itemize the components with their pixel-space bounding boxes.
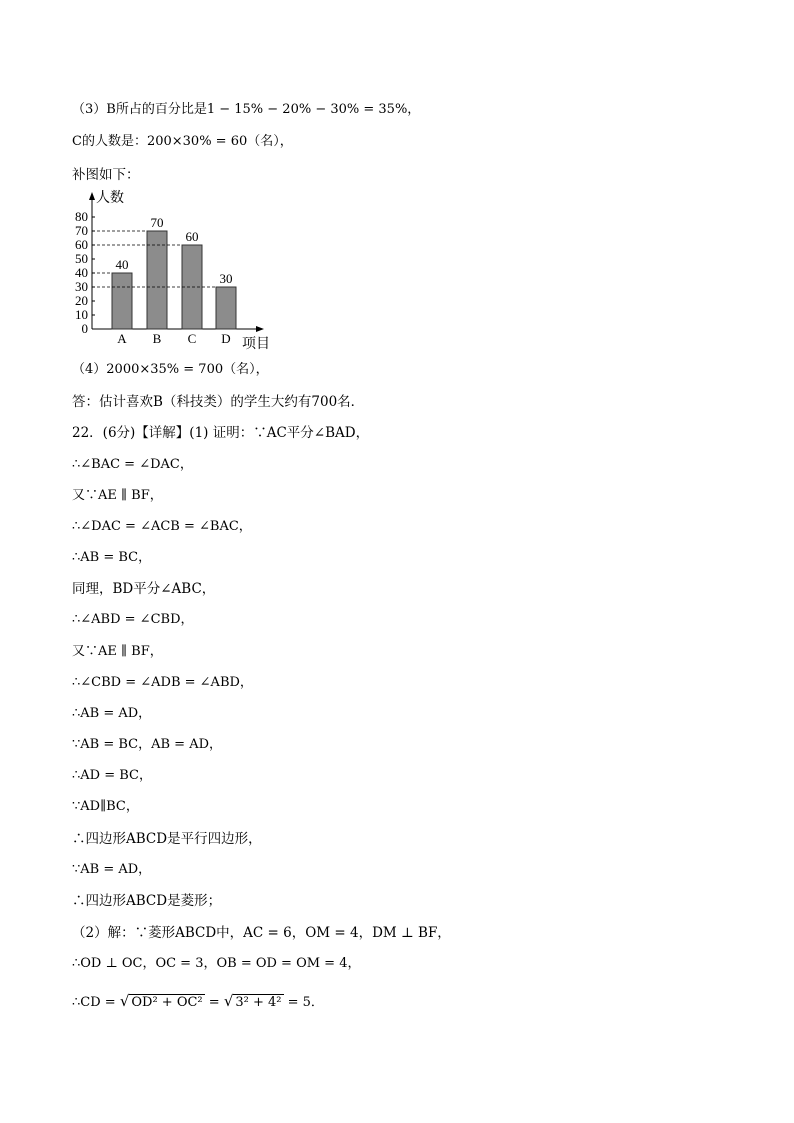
sqrt-sign-icon: √ <box>119 992 130 1010</box>
bar-data-label: 30 <box>219 271 233 286</box>
line-proof-4: ∴AB = BC， <box>72 550 152 565</box>
bar-data-label: 70 <box>150 215 164 230</box>
bar-A <box>112 273 132 329</box>
line-part4: （4）2000×35% = 700（名）， <box>72 362 269 377</box>
y-axis-title: 人数 <box>96 191 124 206</box>
x-category-label: C <box>187 331 197 346</box>
line-part2-heading: （2）解：∵菱形ABCD中，AC = 6，OM = 4，DM ⊥ BF， <box>72 925 451 941</box>
x-category-label: B <box>152 331 162 346</box>
line-proof-13: ∴四边形ABCD是平行四边形， <box>72 831 262 847</box>
line-part3: （3）B所占的百分比是1 − 15% − 20% − 30% = 35%， <box>72 102 421 117</box>
bar-data-label: 60 <box>185 229 199 244</box>
line-proof-9: ∴AB = AD， <box>72 706 152 721</box>
line-proof-11: ∴AD = BC， <box>72 768 152 783</box>
y-tick-label: 10 <box>75 307 88 322</box>
bar-D <box>216 287 236 329</box>
line-chart-intro: 补图如下： <box>72 167 140 183</box>
cd-prefix: ∴CD = <box>72 995 120 1010</box>
equals-1: = <box>204 995 224 1010</box>
sqrt-radicand-1: OD² + OC² <box>131 995 203 1010</box>
y-tick-label: 20 <box>75 293 88 308</box>
line-proof-2: 又∵AE ∥ BF， <box>72 488 163 503</box>
x-category-label: A <box>117 331 127 346</box>
y-tick-label: 70 <box>75 223 88 238</box>
line-c-count: C的人数是：200×30% = 60（名）， <box>72 134 293 149</box>
y-axis-arrow-icon <box>89 192 95 200</box>
line-part2-step2 <box>72 993 324 1011</box>
line-part2-step1: ∴OD ⊥ OC，OC = 3，OB = OD = OM = 4， <box>72 956 361 971</box>
bar-chart <box>72 188 282 354</box>
line-answer: 答：估计喜欢B（科技类）的学生大约有700名． <box>72 394 365 410</box>
line-proof-8: ∴∠CBD = ∠ADB = ∠ABD， <box>72 675 253 690</box>
y-tick-label: 30 <box>75 279 88 294</box>
bar-B <box>147 231 167 329</box>
line-proof-10: ∵AB = BC，AB = AD， <box>72 737 223 752</box>
line-proof-12: ∵AD∥BC， <box>72 799 139 814</box>
line-proof-14: ∵AB = AD， <box>72 862 152 877</box>
cd-result: = 5． <box>283 995 324 1010</box>
x-axis-arrow-icon <box>256 326 264 332</box>
y-tick-label: 80 <box>75 209 88 224</box>
bar-data-label: 40 <box>115 257 129 272</box>
y-tick-label: 50 <box>75 251 88 266</box>
y-tick-label: 40 <box>75 265 88 280</box>
line-proof-15: ∴四边形ABCD是菱形； <box>72 893 222 909</box>
y-tick-label: 0 <box>81 321 88 336</box>
line-proof-5: 同理，BD平分∠ABC， <box>72 581 216 597</box>
line-proof-7: 又∵AE ∥ BF， <box>72 644 163 659</box>
line-proof-3: ∴∠DAC = ∠ACB = ∠BAC， <box>72 519 252 534</box>
sqrt-sign-icon-2: √ <box>223 992 234 1010</box>
line-proof-1: ∴∠BAC = ∠DAC， <box>72 457 193 472</box>
x-category-label: D <box>221 331 231 346</box>
line-proof-6: ∴∠ABD = ∠CBD， <box>72 612 194 627</box>
line-q22-heading: 22．(6分)【详解】(1) 证明：∵AC平分∠BAD， <box>72 425 370 441</box>
y-tick-label: 60 <box>75 237 88 252</box>
sqrt-radicand-2: 3² + 4² <box>235 995 282 1010</box>
x-axis-title: 项目 <box>242 337 270 352</box>
